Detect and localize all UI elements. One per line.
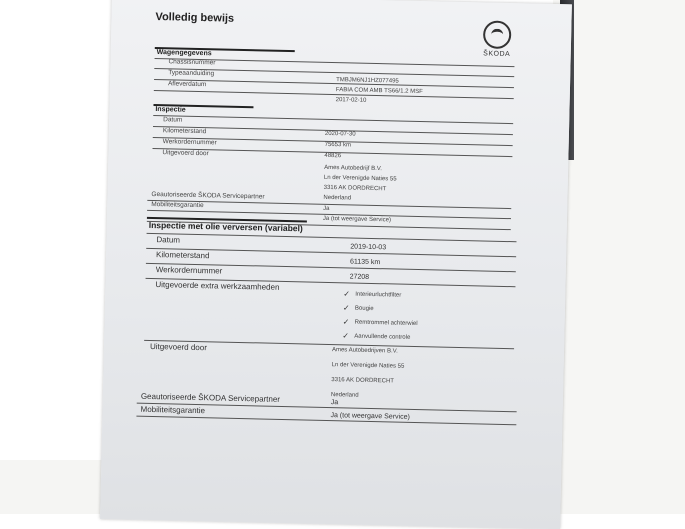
oil-inspection-value: 27208 xyxy=(349,273,370,281)
document-title: Volledig bewijs xyxy=(155,10,235,25)
extra-work-item: Interieurluchtfilter xyxy=(355,291,402,299)
vehicle-label: Afleverdatum xyxy=(167,80,207,89)
address-line: Ln der Verenigde Naties 55 xyxy=(331,362,405,370)
warranty-label: Mobiliteitsgarantie xyxy=(140,404,206,416)
vehicle-value: FABIA COM AMB TS66/1.2 MSF xyxy=(335,87,423,96)
address-line: Nederland xyxy=(323,194,352,202)
vehicle-label: Typeaanduiding xyxy=(168,69,215,78)
address-line: Ln der Verenigde Naties 55 xyxy=(323,174,397,183)
extra-work-item: Aanvullende controle xyxy=(354,333,411,341)
partner-value: Ja xyxy=(323,205,330,212)
performed-by-label: Uitgevoerd door xyxy=(149,341,208,353)
address-line: 3316 AK DORDRECHT xyxy=(323,184,387,193)
skoda-logo-icon xyxy=(483,20,512,49)
vehicle-label: Chassisnummer xyxy=(168,58,216,67)
oil-inspection-value: 2019-10-03 xyxy=(350,243,387,252)
oil-inspection-label: Datum xyxy=(156,235,181,245)
inspection-label: Uitgevoerd door xyxy=(162,149,209,158)
partner-label: Geautoriseerde ŠKODA Servicepartner xyxy=(140,391,281,404)
vehicle-heading: Wagengegevens xyxy=(156,49,212,58)
inspection-label: Datum xyxy=(163,116,183,124)
partner-label: Geautoriseerde ŠKODA Servicepartner xyxy=(151,190,265,201)
warranty-value: Ja (tot weergave Service) xyxy=(322,215,392,224)
extra-work-item: Remtrommel achterwiel xyxy=(354,319,418,328)
inspection-label: Kilometerstand xyxy=(162,127,207,136)
checkmark-icon: ✓ xyxy=(342,317,350,327)
oil-inspection-heading: Inspectie met olie verversen (variabel) xyxy=(148,219,303,234)
service-document xyxy=(100,0,572,529)
oil-inspection-value: 61135 km xyxy=(349,258,381,267)
oil-inspection-label: Werkordernummer xyxy=(155,265,223,276)
warranty-value: Ja (tot weergave Service) xyxy=(330,412,410,421)
inspection-value: 2020-07-30 xyxy=(324,130,356,138)
skoda-logo xyxy=(467,20,528,58)
checkmark-icon: ✓ xyxy=(342,331,350,341)
address-line: Nederland xyxy=(330,392,359,399)
address-line: Ames Autobedrijven B.V. xyxy=(331,347,398,355)
logo-text: ŠKODA xyxy=(483,50,511,59)
partner-value: Ja xyxy=(330,399,339,407)
vehicle-value: TMBJM6NJ1HZ077495 xyxy=(336,77,399,85)
checkmark-icon: ✓ xyxy=(343,289,351,299)
inspection-label: Werkordernummer xyxy=(162,138,217,147)
warranty-label: Mobiliteitsgarantie xyxy=(151,200,204,210)
address-line: Ames Autobedrijf B.V. xyxy=(324,164,382,173)
oil-inspection-label: Kilometerstand xyxy=(155,250,210,261)
checkmark-icon: ✓ xyxy=(342,303,350,313)
inspection-heading: Inspectie xyxy=(155,106,186,114)
extra-work-item: Bougie xyxy=(354,305,374,313)
address-line: 3316 AK DORDRECHT xyxy=(331,377,395,385)
extra-work-label: Uitgevoerde extra werkzaamheden xyxy=(155,280,280,292)
inspection-value: 48826 xyxy=(324,152,342,160)
inspection-value: 75653 km xyxy=(324,141,352,149)
vehicle-value: 2017-02-10 xyxy=(335,97,367,104)
